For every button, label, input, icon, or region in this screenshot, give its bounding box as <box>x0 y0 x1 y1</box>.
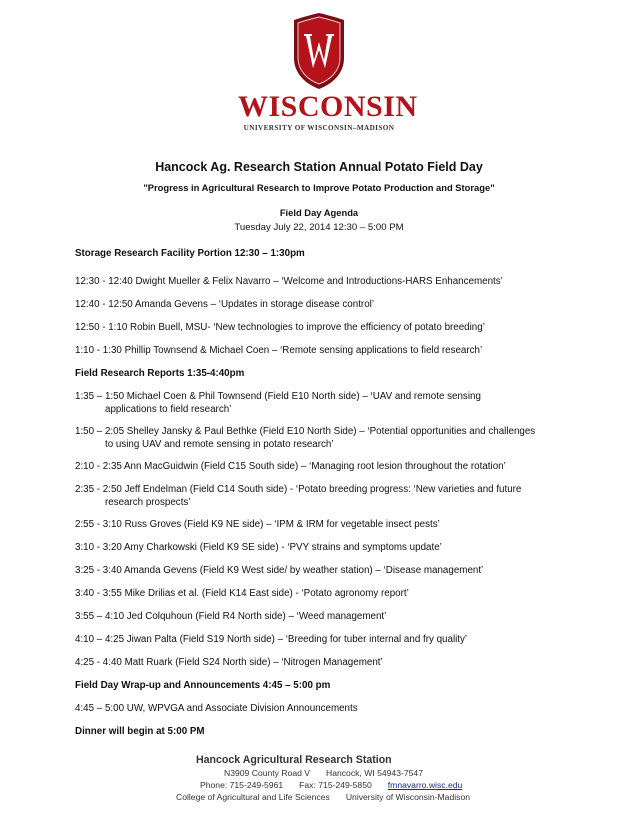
agenda-date: Tuesday July 22, 2014 12:30 – 5:00 PM <box>234 222 404 233</box>
section-field-reports: Field Research Reports 1:35-4:40pm <box>75 368 245 379</box>
wordmark: WISCONSIN <box>238 90 418 123</box>
uw-logo <box>238 12 418 132</box>
agenda-item: 12:30 - 12:40 Dwight Mueller & Felix Navarro – ‘Welcome and Introductions-HARS Enhancements’ <box>75 276 503 287</box>
agenda-item: 4:45 – 5:00 UW, WPVGA and Associate Division Announcements <box>75 703 358 714</box>
agenda-item: 4:10 – 4:25 Jiwan Palta (Field S19 North side) – ‘Breeding for tuber internal and fry quality’ <box>75 634 468 645</box>
footer-address: N3909 County Road V <box>224 768 310 778</box>
footer-college: College of Agricultural and Life Sciences <box>176 792 330 802</box>
footer-affiliation-line <box>176 792 476 802</box>
footer-phone: Phone: 715-249-5961 <box>200 780 284 790</box>
page-subtitle: "Progress in Agricultural Research to Improve Potato Production and Storage" <box>143 182 495 193</box>
agenda-item <box>75 425 605 451</box>
agenda-item-text: 1:50 – 2:05 Shelley Jansky & Paul Bethke (Field E10 North Side) – ‘Potential opportunities and challenges <box>75 426 536 437</box>
footer-contact <box>176 754 476 802</box>
footer-station-name: Hancock Agricultural Research Station <box>196 754 392 766</box>
footer-city: Hancock, WI 54943-7547 <box>326 768 423 778</box>
dinner-note: Dinner will begin at 5:00 PM <box>75 726 205 737</box>
footer-contact-line <box>176 780 476 790</box>
agenda-item: 3:40 - 3:55 Mike Drilias et al. (Field K14 East side) - ‘Potato agronomy report’ <box>75 588 409 599</box>
agenda-item-text: 1:35 – 1:50 Michael Coen & Phil Townsend (Field E10 North side) – ‘UAV and remote sensing <box>75 391 481 402</box>
agenda-item-text: 2:35 - 2:50 Jeff Endelman (Field C14 South side) - ‘Potato breeding progress: ‘New varieties and future <box>75 484 522 495</box>
section-storage: Storage Research Facility Portion 12:30 – 1:30pm <box>75 248 305 259</box>
agenda-item-continuation: applications to field research’ <box>105 404 232 415</box>
agenda-item <box>75 483 605 509</box>
agenda-title: Field Day Agenda <box>279 207 359 218</box>
wordmark-subtitle: UNIVERSITY OF WISCONSIN–MADISON <box>243 124 395 132</box>
footer-university: University of Wisconsin-Madison <box>345 792 470 802</box>
page-title: Hancock Ag. Research Station Annual Potato Field Day <box>155 160 483 174</box>
agenda-item: 12:40 - 12:50 Amanda Gevens – ‘Updates in storage disease control’ <box>75 299 374 310</box>
agenda-item: 1:10 - 1:30 Phillip Townsend & Michael Coen – ‘Remote sensing applications to field research’ <box>75 345 483 356</box>
section-wrap-up: Field Day Wrap-up and Announcements 4:45 – 5:00 pm <box>75 680 331 691</box>
agenda-item: 3:10 - 3:20 Amy Charkowski (Field K9 SE side) - ‘PVY strains and symptoms update’ <box>75 542 442 553</box>
agenda-item-continuation: to using UAV and remote sensing in potato research’ <box>105 439 334 450</box>
agenda-item: 2:55 - 3:10 Russ Groves (Field K9 NE side) – ‘IPM & IRM for vegetable insect pests’ <box>75 519 440 530</box>
agenda-item: 12:50 - 1:10 Robin Buell, MSU- ‘New technologies to improve the efficiency of potato breeding’ <box>75 322 485 333</box>
footer-address-line <box>176 768 476 778</box>
agenda-item: 4:25 - 4:40 Matt Ruark (Field S24 North side) – ‘Nitrogen Management’ <box>75 657 383 668</box>
agenda-item-continuation: research prospects’ <box>105 497 191 508</box>
agenda-item <box>75 390 605 416</box>
uw-crest-icon <box>292 12 346 90</box>
footer-fax: Fax: 715-249-5850 <box>299 780 372 790</box>
agenda-item: 3:55 – 4:10 Jed Colquhoun (Field R4 North side) – ‘Weed management’ <box>75 611 387 622</box>
agenda-item: 2:10 - 2:35 Ann MacGuidwin (Field C15 South side) – ‘Managing root lesion throughout the rotation’ <box>75 461 506 472</box>
footer-email-link[interactable]: fmnavarro.wisc.edu <box>387 780 463 790</box>
agenda-item: 3:25 - 3:40 Amanda Gevens (Field K9 West side/ by weather station) – ‘Disease management’ <box>75 565 484 576</box>
